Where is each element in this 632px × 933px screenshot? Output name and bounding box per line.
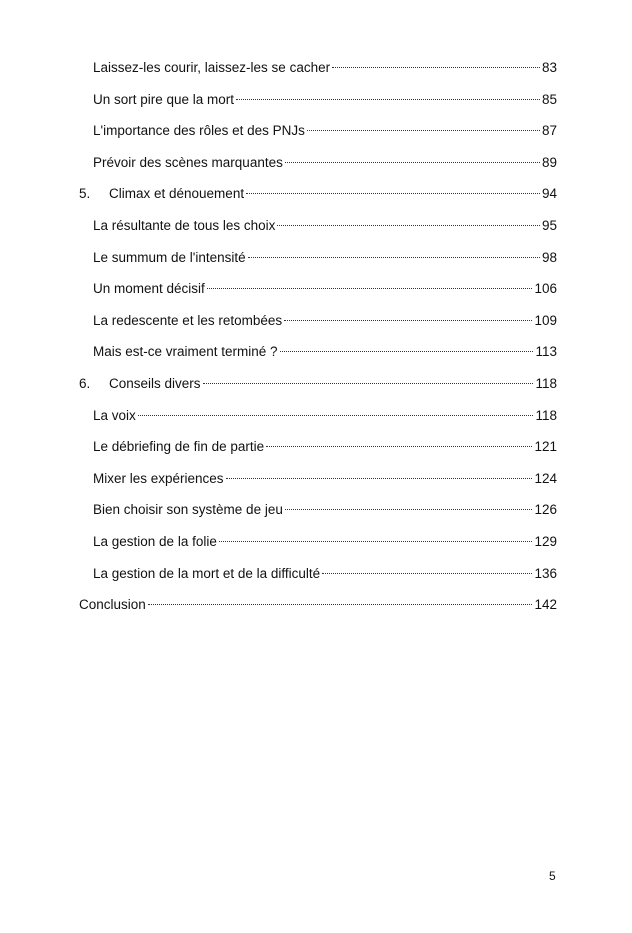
dot-leader (207, 288, 533, 289)
toc-entry-label: La redescente et les retombées (93, 312, 283, 328)
toc-entry-label: Bien choisir son système de jeu (93, 502, 283, 518)
table-of-contents (79, 58, 557, 627)
dot-leader (285, 509, 533, 510)
toc-entry-page: 136 (534, 565, 557, 581)
toc-entry-page: 118 (535, 407, 557, 423)
dot-leader (248, 257, 540, 258)
dot-leader (284, 320, 532, 321)
toc-entry[interactable] (79, 406, 557, 438)
toc-conclusion-label: Conclusion (79, 597, 146, 613)
toc-entry[interactable] (79, 437, 557, 469)
dot-leader (226, 478, 533, 479)
toc-chapter-label: Climax et dénouement (109, 186, 245, 202)
toc-chapter-number: 5. (79, 186, 91, 202)
page-number: 5 (549, 869, 556, 883)
toc-conclusion-page: 142 (534, 597, 557, 613)
toc-entry[interactable] (79, 469, 557, 501)
toc-entry-label: Un moment décisif (93, 281, 205, 297)
toc-entry-label: La résultante de tous les choix (93, 217, 276, 233)
toc-entry-page: 85 (541, 91, 557, 107)
toc-entry-page: 109 (534, 312, 557, 328)
dot-leader (277, 225, 540, 226)
toc-entry[interactable] (79, 500, 557, 532)
toc-entry-label: Mais est-ce vraiment terminé ? (93, 344, 278, 360)
toc-entry-page: 124 (534, 470, 557, 486)
toc-chapter-label: Conseils divers (109, 375, 201, 391)
toc-entry-label: La gestion de la folie (93, 533, 217, 549)
dot-leader (203, 383, 534, 384)
dot-leader (332, 67, 540, 68)
toc-entry-page: 106 (534, 281, 557, 297)
toc-chapter-page: 94 (541, 186, 557, 202)
toc-entry-label: Un sort pire que la mort (93, 91, 235, 107)
dot-leader (219, 541, 533, 542)
toc-conclusion[interactable] (79, 595, 557, 627)
toc-chapter-page: 118 (535, 375, 557, 391)
dot-leader (138, 415, 534, 416)
toc-entry[interactable] (79, 564, 557, 596)
toc-entry[interactable] (79, 342, 557, 374)
toc-entry[interactable] (79, 279, 557, 311)
toc-entry[interactable] (79, 216, 557, 248)
toc-entry-page: 98 (541, 249, 557, 265)
toc-entry-label: Prévoir des scènes marquantes (93, 154, 283, 170)
toc-entry[interactable] (79, 532, 557, 564)
dot-leader (266, 446, 532, 447)
toc-chapter[interactable] (79, 184, 557, 216)
toc-entry-page: 89 (541, 154, 557, 170)
toc-entry-label: Laissez-les courir, laissez-les se cacher (93, 60, 331, 75)
toc-entry-label: Le summum de l'intensité (93, 249, 246, 265)
dot-leader (280, 351, 534, 352)
toc-entry-page: 126 (534, 502, 557, 518)
toc-entry-page: 121 (534, 439, 557, 455)
dot-leader (322, 573, 532, 574)
toc-entry[interactable] (79, 248, 557, 280)
toc-chapter-number: 6. (79, 375, 91, 391)
dot-leader (307, 130, 540, 131)
toc-entry[interactable] (79, 90, 557, 122)
toc-entry-label: La voix (93, 407, 136, 423)
toc-entry-page: 129 (534, 533, 557, 549)
toc-entry-page: 87 (541, 123, 557, 139)
toc-entry-label: Mixer les expériences (93, 470, 224, 486)
toc-chapter[interactable] (79, 374, 557, 406)
toc-entry-page: 95 (541, 217, 557, 233)
toc-entry[interactable] (79, 311, 557, 343)
dot-leader (148, 604, 533, 605)
toc-entry-page: 83 (541, 60, 557, 75)
dot-leader (246, 193, 540, 194)
dot-leader (285, 162, 540, 163)
toc-entry-label: Le débriefing de fin de partie (93, 439, 265, 455)
toc-entry[interactable] (79, 58, 557, 90)
toc-entry[interactable] (79, 153, 557, 185)
toc-entry-label: La gestion de la mort et de la difficulté (93, 565, 321, 581)
toc-entry-label: L'importance des rôles et des PNJs (93, 123, 305, 139)
toc-entry[interactable] (79, 121, 557, 153)
dot-leader (236, 99, 540, 100)
toc-entry-page: 113 (535, 344, 557, 360)
